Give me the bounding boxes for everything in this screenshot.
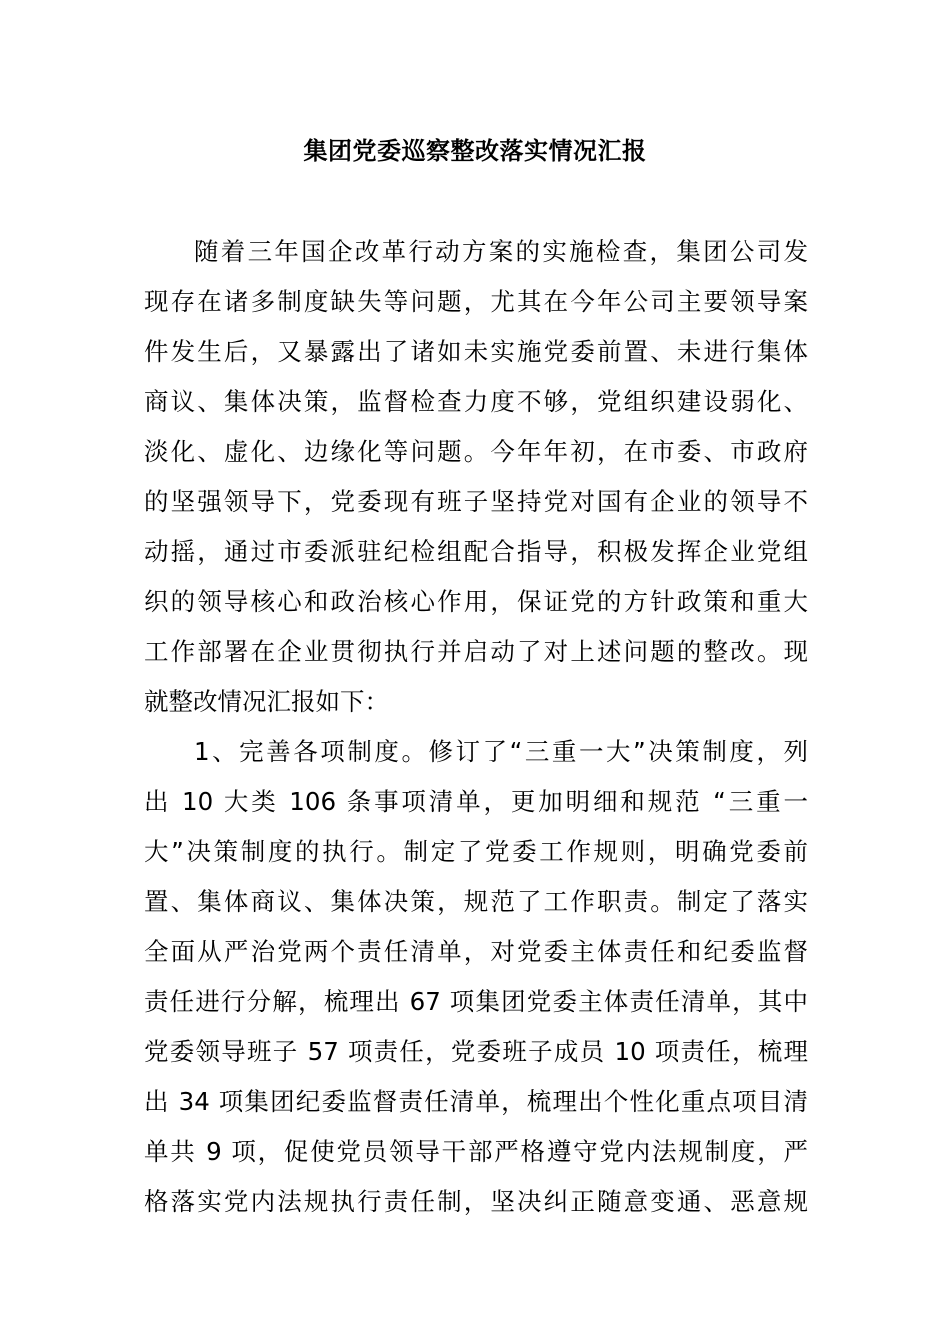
paragraph-2-line-6: 责任进行分解，梳理出 67 项集团党委主体责任清单，其中 bbox=[144, 987, 808, 1016]
paragraph-1-line-10: 就整改情况汇报如下： bbox=[144, 687, 389, 716]
paragraph-2-line-7: 党委领导班子 57 项责任，党委班子成员 10 项责任，梳理 bbox=[144, 1037, 808, 1066]
paragraph-1-line-6: 的坚强领导下，党委现有班子坚持党对国有企业的领导不 bbox=[144, 487, 808, 516]
paragraph-1-line-8: 织的领导核心和政治核心作用，保证党的方针政策和重大 bbox=[144, 587, 808, 616]
document-body bbox=[144, 227, 808, 1227]
paragraph-2-line-8: 出 34 项集团纪委监督责任清单，梳理出个性化重点项目清 bbox=[144, 1087, 808, 1116]
paragraph-1-line-2: 现存在诸多制度缺失等问题，尤其在今年公司主要领导案 bbox=[144, 287, 808, 316]
paragraph-2-line-5: 全面从严治党两个责任清单，对党委主体责任和纪委监督 bbox=[144, 937, 808, 966]
paragraph-1-line-3: 件发生后，又暴露出了诸如未实施党委前置、未进行集体 bbox=[144, 337, 808, 366]
paragraph-2-line-10: 格落实党内法规执行责任制，坚决纠正随意变通、恶意规 bbox=[144, 1187, 808, 1216]
paragraph-1-line-9: 工作部署在企业贯彻执行并启动了对上述问题的整改。现 bbox=[144, 637, 808, 666]
paragraph-2-line-4: 置、集体商议、集体决策，规范了工作职责。制定了落实 bbox=[144, 887, 808, 916]
document-title: 集团党委巡察整改落实情况汇报 bbox=[303, 137, 647, 165]
paragraph-1-line-5: 淡化、虚化、边缘化等问题。今年年初，在市委、市政府 bbox=[144, 437, 808, 466]
paragraph-2-line-2: 出 10 大类 106 条事项清单，更加明细和规范 “三重一 bbox=[144, 787, 808, 816]
paragraph-2-line-9: 单共 9 项，促使党员领导干部严格遵守党内法规制度，严 bbox=[144, 1137, 808, 1166]
paragraph-2-line-1: 1、完善各项制度。修订了“三重一大”决策制度，列 bbox=[194, 737, 808, 766]
paragraph-1-line-4: 商议、集体决策，监督检查力度不够，党组织建设弱化、 bbox=[144, 387, 808, 416]
paragraph-2-line-3: 大”决策制度的执行。制定了党委工作规则，明确党委前 bbox=[144, 837, 808, 866]
paragraph-1-line-1: 随着三年国企改革行动方案的实施检查，集团公司发 bbox=[194, 237, 808, 266]
paragraph-1-line-7: 动摇，通过市委派驻纪检组配合指导，积极发挥企业党组 bbox=[144, 537, 808, 566]
